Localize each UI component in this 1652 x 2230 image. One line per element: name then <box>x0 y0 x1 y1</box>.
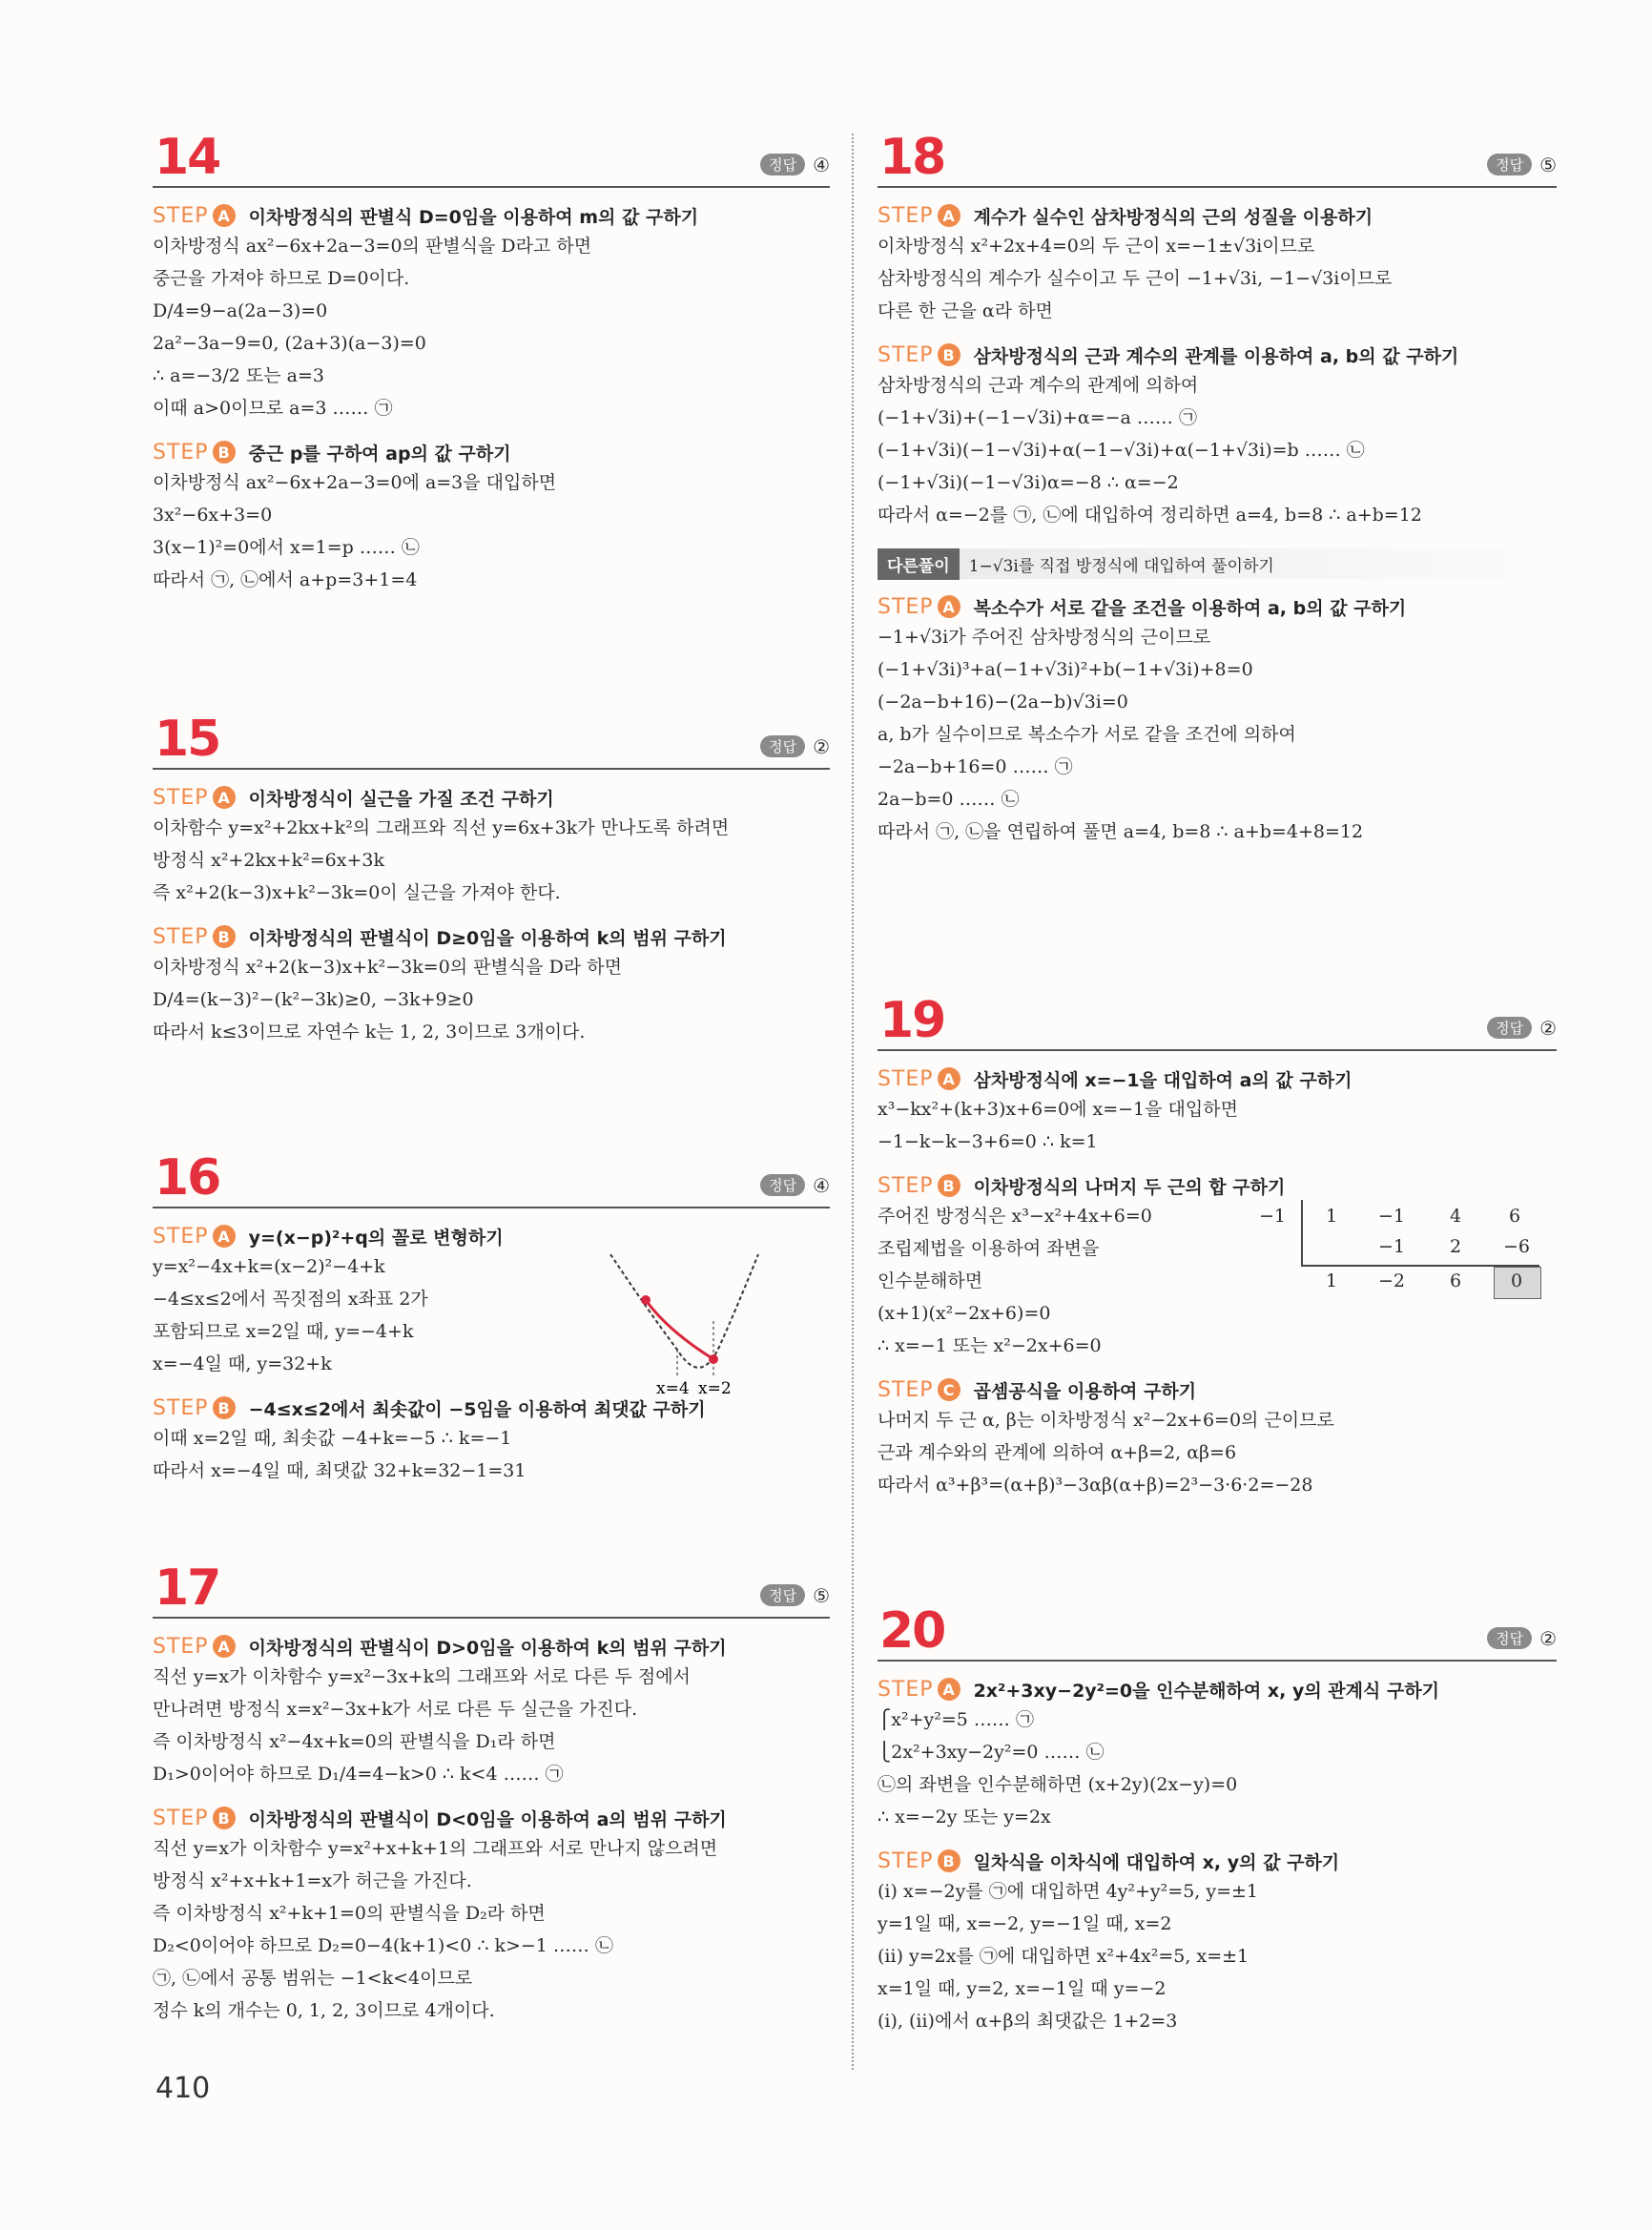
solution-line: ⎧x²+y²=5 …… ㉠ <box>878 1709 1034 1730</box>
solution-line: 만나려면 방정식 x=x²−3x+k가 서로 다른 두 실근을 가진다. <box>153 1699 638 1720</box>
synth-cell: 6 <box>1450 1270 1462 1291</box>
solution-line: 즉 이차방정식 x²+k+1=0의 판별식을 D₂라 하면 <box>153 1903 546 1924</box>
graph-point <box>641 1295 650 1305</box>
solution-line: 따라서 ㉠, ㉡에서 a+p=3+1=4 <box>153 569 418 590</box>
synth-cell: −6 <box>1503 1236 1531 1257</box>
solution-line: 중근을 가져야 하므로 D=0이다. <box>153 268 410 289</box>
problem-header <box>153 129 830 188</box>
solution-line: ㉡의 좌변을 인수분해하면 (x+2y)(2x−y)=0 <box>878 1774 1238 1795</box>
step-heading: STEP A 2x²+3xy−2y²=0을 인수분해하여 x, y의 관계식 구하기 <box>878 1677 1440 1702</box>
step-heading: STEP A 이차방정식이 실근을 가질 조건 구하기 <box>153 785 554 810</box>
solution-line: 직선 y=x가 이차함수 y=x²−3x+k의 그래프와 서로 다른 두 점에서 <box>153 1666 691 1687</box>
answer-label: 정답 ④ <box>760 1174 830 1197</box>
solution-line: 따라서 ㉠, ㉡을 연립하여 풀면 a=4, b=8 ∴ a+b=4+8=12 <box>878 821 1364 842</box>
solution-line: x³−kx²+(k+3)x+6=0에 x=−1을 대입하면 <box>878 1099 1238 1120</box>
answer-label: 정답 ② <box>1487 1017 1557 1040</box>
solution-line: (−1+√3i)³+a(−1+√3i)²+b(−1+√3i)+8=0 <box>878 659 1253 680</box>
problem-number: 15 <box>155 711 220 768</box>
graph-label: x=4 <box>656 1379 690 1397</box>
synth-cell: 1 <box>1326 1270 1338 1291</box>
problem-16 <box>153 1149 830 1487</box>
solution-line: (−1+√3i)+(−1−√3i)+α=−a …… ㉠ <box>878 407 1197 428</box>
answer-badge: 정답 <box>760 1584 805 1606</box>
problem-number: 14 <box>155 129 220 186</box>
solution-line: a, b가 실수이므로 복소수가 서로 같을 조건에 의하여 <box>878 724 1296 745</box>
step-heading: STEP B 일차식을 이차식에 대입하여 x, y의 값 구하기 <box>878 1848 1340 1873</box>
answer-label: 정답 ④ <box>760 154 830 176</box>
alternative-solution-bar: 다른풀이 1−√3i를 직접 방정식에 대입하여 풀이하기 <box>878 548 1557 579</box>
solution-line: 다른 한 근을 α라 하면 <box>878 300 1053 321</box>
parabola-curve <box>610 1254 758 1368</box>
answer-badge: 정답 <box>1487 1017 1532 1039</box>
solution-line: 따라서 k≤3이므로 자연수 k는 1, 2, 3이므로 3개이다. <box>153 1022 586 1043</box>
problem-15 <box>153 711 830 1048</box>
step-heading: STEP A 복소수가 서로 같을 조건을 이용하여 a, b의 값 구하기 <box>878 594 1407 619</box>
column-divider <box>852 134 854 2070</box>
step-heading: STEP A 이차방정식의 판별식 D=0임을 이용하여 m의 값 구하기 <box>153 203 699 228</box>
step-heading: STEP A y=(x−p)²+q의 꼴로 변형하기 <box>153 1224 504 1249</box>
step-heading: STEP B 이차방정식의 나머지 두 근의 합 구하기 <box>878 1173 1286 1198</box>
graph-label: x=2 <box>698 1379 732 1397</box>
problem-18 <box>878 129 1557 848</box>
solution-line: 조립제법을 이용하여 좌변을 <box>878 1238 1100 1259</box>
answer-label: 정답 ② <box>760 735 830 758</box>
parabola-graph <box>591 1254 773 1397</box>
problem-header <box>878 1602 1557 1662</box>
problem-header <box>878 129 1557 188</box>
problem-header <box>153 1559 830 1619</box>
step-heading: STEP C 곱셈공식을 이용하여 구하기 <box>878 1377 1197 1402</box>
problem-number: 18 <box>879 129 945 186</box>
solution-line: −1+√3i가 주어진 삼차방정식의 근이므로 <box>878 627 1211 648</box>
problem-header <box>153 1149 830 1208</box>
solution-line: (−1+√3i)(−1−√3i)+α(−1−√3i)+α(−1+√3i)=b …… ㉡ <box>878 440 1365 461</box>
problem-header <box>153 711 830 770</box>
solution-line: 따라서 α=−2를 ㉠, ㉡에 대입하여 정리하면 a=4, b=8 ∴ a+b=12 <box>878 505 1422 526</box>
solution-line: 근과 계수와의 관계에 의하여 α+β=2, αβ=6 <box>878 1442 1237 1463</box>
solution-line: 이차방정식 x²+2x+4=0의 두 근이 x=−1±√3i이므로 <box>878 236 1315 257</box>
solution-line: 삼차방정식의 계수가 실수이고 두 근이 −1+√3i, −1−√3i이므로 <box>878 268 1393 289</box>
answer-badge: 정답 <box>760 735 805 757</box>
solution-line: 따라서 α³+β³=(α+β)³−3αβ(α+β)=2³−3·6·2=−28 <box>878 1475 1313 1496</box>
synth-remainder: 0 <box>1511 1270 1523 1291</box>
synthetic-division-table <box>1259 1200 1555 1305</box>
solution-line: 이때 x=2일 때, 최솟값 −4+k=−5 ∴ k=−1 <box>153 1428 512 1449</box>
synth-cell: 6 <box>1509 1206 1521 1227</box>
answer-label: 정답 ⑤ <box>760 1584 830 1607</box>
solution-line: D₂<0이어야 하므로 D₂=0−4(k+1)<0 ∴ k>−1 …… ㉡ <box>153 1935 613 1956</box>
graph-point <box>709 1354 718 1364</box>
answer-badge: 정답 <box>1487 1627 1532 1649</box>
solution-line: 정수 k의 개수는 0, 1, 2, 3이므로 4개이다. <box>153 2000 495 2021</box>
solution-line: 이차방정식 x²+2(k−3)x+k²−3k=0의 판별식을 D라 하면 <box>153 957 622 978</box>
solution-line: −2a−b+16=0 …… ㉠ <box>878 756 1073 777</box>
parabola-range-segment <box>646 1300 713 1359</box>
solution-line: (ⅰ) x=−2y를 ㉠에 대입하면 4y²+y²=5, y=±1 <box>878 1881 1259 1902</box>
step-heading: STEP B −4≤x≤2에서 최솟값이 −5임을 이용하여 최댓값 구하기 <box>153 1395 706 1420</box>
step-heading: STEP A 삼차방정식에 x=−1을 대입하여 a의 값 구하기 <box>878 1066 1353 1091</box>
solution-line: 따라서 x=−4일 때, 최댓값 32+k=32−1=31 <box>153 1460 527 1481</box>
synth-cell: −1 <box>1378 1206 1406 1227</box>
step-heading: STEP A 이차방정식의 판별식이 D>0임을 이용하여 k의 범위 구하기 <box>153 1634 727 1659</box>
synthetic-division-block <box>878 1200 1557 1362</box>
synth-cell: 2 <box>1450 1236 1462 1257</box>
solution-line: y=x²−4x+k=(x−2)²−4+k <box>153 1256 385 1277</box>
solution-line: 인수분해하면 <box>878 1270 983 1291</box>
problem-14 <box>153 129 830 596</box>
solution-line: 주어진 방정식은 x³−x²+4x+6=0 <box>878 1206 1152 1227</box>
answer-label: 정답 ② <box>1487 1627 1557 1650</box>
problem-number: 20 <box>879 1602 945 1660</box>
synth-cell: −2 <box>1378 1270 1406 1291</box>
solution-line: (x+1)(x²−2x+6)=0 <box>878 1303 1051 1324</box>
solution-line: 방정식 x²+x+k+1=x가 허근을 가진다. <box>153 1870 472 1891</box>
solution-line: 이차방정식 ax²−6x+2a−3=0에 a=3을 대입하면 <box>153 472 557 493</box>
step-heading: STEP B 중근 p를 구하여 ap의 값 구하기 <box>153 440 511 465</box>
problem-20 <box>878 1602 1557 2037</box>
answer-badge: 정답 <box>1487 154 1532 176</box>
solution-line: 포함되므로 x=2일 때, y=−4+k <box>153 1321 414 1342</box>
solution-line: 2a−b=0 …… ㉡ <box>878 789 1020 810</box>
problem-number: 19 <box>879 992 945 1049</box>
solution-line: −4≤x≤2에서 꼭짓점의 x좌표 2가 <box>153 1289 428 1310</box>
solution-line: 방정식 x²+2kx+k²=6x+3k <box>153 850 384 871</box>
solution-line: ㉠, ㉡에서 공통 범위는 −1<k<4이므로 <box>153 1968 473 1989</box>
solution-line: ⎩2x²+3xy−2y²=0 …… ㉡ <box>878 1742 1105 1763</box>
alt-solution-tag: 다른풀이 <box>878 548 960 580</box>
synth-cell: 1 <box>1326 1206 1338 1227</box>
solution-line: 나머지 두 근 α, β는 이차방정식 x²−2x+6=0의 근이므로 <box>878 1410 1334 1431</box>
solution-line: (−2a−b+16)−(2a−b)√3i=0 <box>878 692 1128 712</box>
solution-line: D₁>0이어야 하므로 D₁/4=4−k>0 ∴ k<4 …… ㉠ <box>153 1764 564 1785</box>
page-number: 410 <box>155 2072 211 2105</box>
answer-label: 정답 ⑤ <box>1487 154 1557 176</box>
solution-line: D/4=9−a(2a−3)=0 <box>153 300 328 321</box>
solution-line: 3x²−6x+3=0 <box>153 505 273 526</box>
solution-line: (ⅱ) y=2x를 ㉠에 대입하면 x²+4x²=5, x=±1 <box>878 1946 1249 1967</box>
step-heading: STEP B 이차방정식의 판별식이 D≥0임을 이용하여 k의 범위 구하기 <box>153 924 727 949</box>
solution-line: −1−k−k−3+6=0 ∴ k=1 <box>878 1131 1098 1152</box>
solution-line: 즉 이차방정식 x²−4x+k=0의 판별식을 D₁라 하면 <box>153 1731 556 1752</box>
solution-line: D/4=(k−3)²−(k²−3k)≥0, −3k+9≥0 <box>153 989 474 1010</box>
problem-number: 17 <box>155 1559 220 1617</box>
solution-line: 직선 y=x가 이차함수 y=x²+x+k+1의 그래프와 서로 만나지 않으려면 <box>153 1838 718 1859</box>
step-heading: STEP A 계수가 실수인 삼차방정식의 근의 성질을 이용하기 <box>878 203 1373 228</box>
synth-root: −1 <box>1259 1206 1287 1227</box>
problem-17 <box>153 1559 830 2027</box>
synth-cell: −1 <box>1378 1236 1406 1257</box>
solution-line: (ⅰ), (ⅱ)에서 α+β의 최댓값은 1+2=3 <box>878 2011 1178 2032</box>
solution-line: 이차방정식 ax²−6x+2a−3=0의 판별식을 D라고 하면 <box>153 236 592 257</box>
solution-line: ∴ x=−1 또는 x²−2x+6=0 <box>878 1335 1102 1356</box>
answer-badge: 정답 <box>760 1174 805 1196</box>
synth-cell: 4 <box>1450 1206 1462 1227</box>
solution-line: 이때 a>0이므로 a=3 …… ㉠ <box>153 398 393 419</box>
solution-line: x=−4일 때, y=32+k <box>153 1353 332 1374</box>
solution-line: y=1일 때, x=−2, y=−1일 때, x=2 <box>878 1913 1172 1934</box>
step-heading: STEP B 삼차방정식의 근과 계수의 관계를 이용하여 a, b의 값 구하기 <box>878 342 1459 367</box>
solution-line: 3(x−1)²=0에서 x=1=p …… ㉡ <box>153 537 420 558</box>
problem-19 <box>878 992 1557 1501</box>
problem-number: 16 <box>155 1149 220 1207</box>
solution-line: 삼차방정식의 근과 계수의 관계에 의하여 <box>878 375 1199 396</box>
solution-line: ∴ x=−2y 또는 y=2x <box>878 1807 1051 1827</box>
solution-line: ∴ a=−3/2 또는 a=3 <box>153 365 324 386</box>
solution-line: 즉 x²+2(k−3)x+k²−3k=0이 실근을 가져야 한다. <box>153 882 561 903</box>
solution-line: 이차함수 y=x²+2kx+k²의 그래프와 직선 y=6x+3k가 만나도록 하려면 <box>153 817 730 838</box>
synth-vertical-rule <box>1301 1200 1303 1265</box>
step-heading: STEP B 이차방정식의 판별식이 D<0임을 이용하여 a의 범위 구하기 <box>153 1806 727 1830</box>
solution-line: 2a²−3a−9=0, (2a+3)(a−3)=0 <box>153 333 426 354</box>
solution-line: x=1일 때, y=2, x=−1일 때 y=−2 <box>878 1978 1167 1999</box>
problem-header <box>878 992 1557 1051</box>
solution-line: (−1+√3i)(−1−√3i)α=−8 ∴ α=−2 <box>878 472 1179 493</box>
answer-badge: 정답 <box>760 154 805 176</box>
